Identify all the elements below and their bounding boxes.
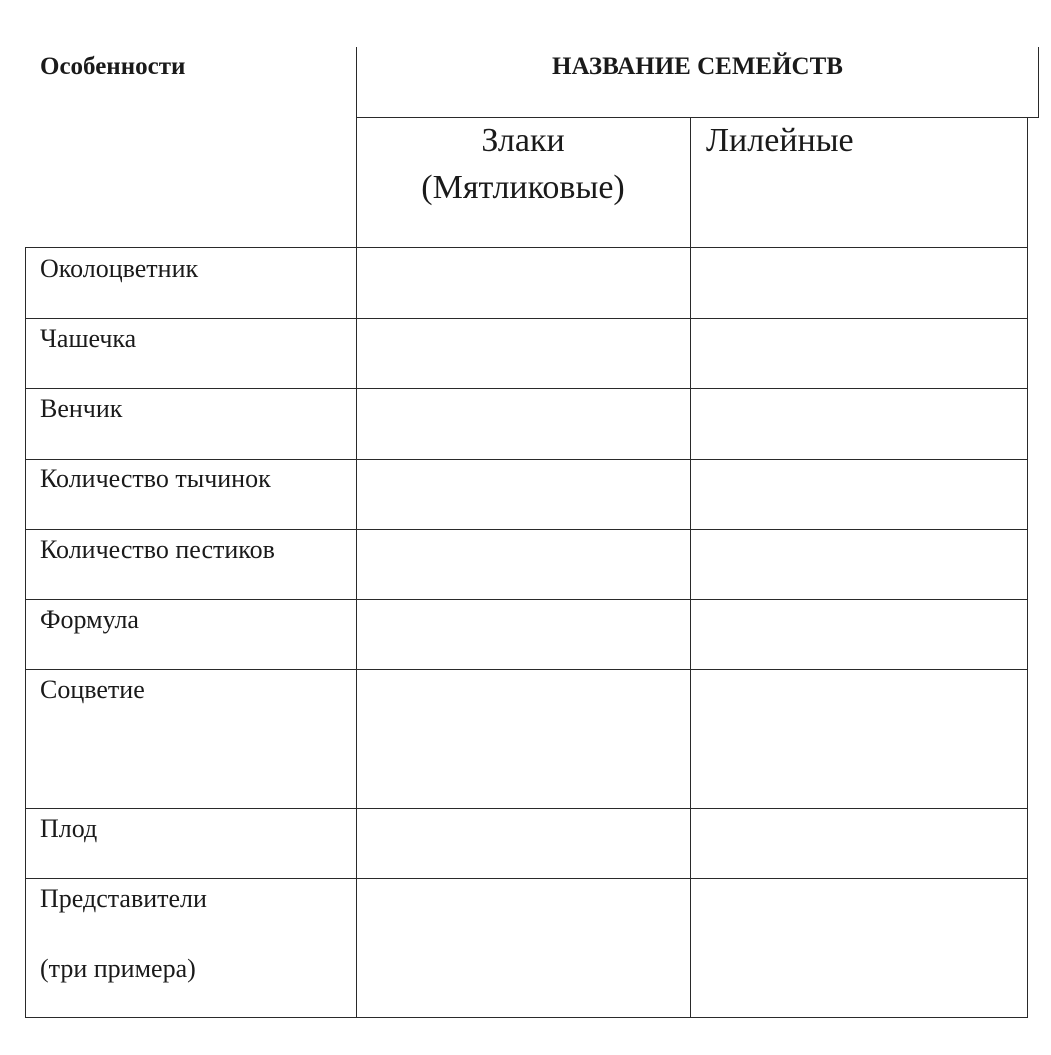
families-header: НАЗВАНИЕ СЕМЕЙСТВ bbox=[552, 53, 843, 80]
family-name: Лилейные bbox=[706, 122, 854, 159]
answer-cell[interactable] bbox=[691, 879, 1027, 1017]
answer-cell[interactable] bbox=[691, 319, 1027, 388]
answer-cell[interactable] bbox=[357, 319, 690, 388]
feature-column-header: Особенности bbox=[40, 53, 186, 80]
answer-cell[interactable] bbox=[691, 670, 1027, 808]
answer-cell[interactable] bbox=[357, 389, 690, 459]
answer-cell[interactable] bbox=[691, 600, 1027, 669]
row-label-perianth: Околоцветник bbox=[40, 254, 199, 283]
family-header-cereals bbox=[356, 117, 690, 211]
answer-cell[interactable] bbox=[691, 248, 1027, 318]
table-border-bottom bbox=[25, 1017, 1028, 1018]
family-name-alt: (Мятликовые) bbox=[421, 169, 625, 206]
row-label-fruit: Плод bbox=[40, 814, 98, 843]
answer-cell[interactable] bbox=[357, 248, 690, 318]
row-label-line: (три примера) bbox=[40, 954, 196, 983]
row-label-line: Представители bbox=[40, 884, 207, 913]
answer-cell[interactable] bbox=[357, 879, 690, 1017]
answer-cell[interactable] bbox=[357, 530, 690, 599]
answer-cell[interactable] bbox=[691, 389, 1027, 459]
row-label-representatives bbox=[40, 886, 207, 982]
row-label-calyx: Чашечка bbox=[40, 324, 137, 353]
table-border-right bbox=[1027, 117, 1028, 1017]
row-label-inflorescence: Соцветие bbox=[40, 675, 145, 704]
answer-cell[interactable] bbox=[357, 600, 690, 669]
answer-cell[interactable] bbox=[357, 460, 690, 529]
answer-cell[interactable] bbox=[691, 809, 1027, 878]
family-name: Злаки bbox=[481, 122, 565, 159]
row-label-formula: Формула bbox=[40, 605, 139, 634]
row-label-stamens: Количество тычинок bbox=[40, 464, 271, 493]
answer-cell[interactable] bbox=[357, 809, 690, 878]
answer-cell[interactable] bbox=[357, 670, 690, 808]
row-label-pistils: Количество пестиков bbox=[40, 535, 275, 564]
answer-cell[interactable] bbox=[691, 530, 1027, 599]
answer-cell[interactable] bbox=[691, 460, 1027, 529]
row-label-corolla: Венчик bbox=[40, 394, 123, 423]
table-border-left bbox=[25, 247, 26, 1017]
family-header-lilies bbox=[706, 117, 854, 164]
